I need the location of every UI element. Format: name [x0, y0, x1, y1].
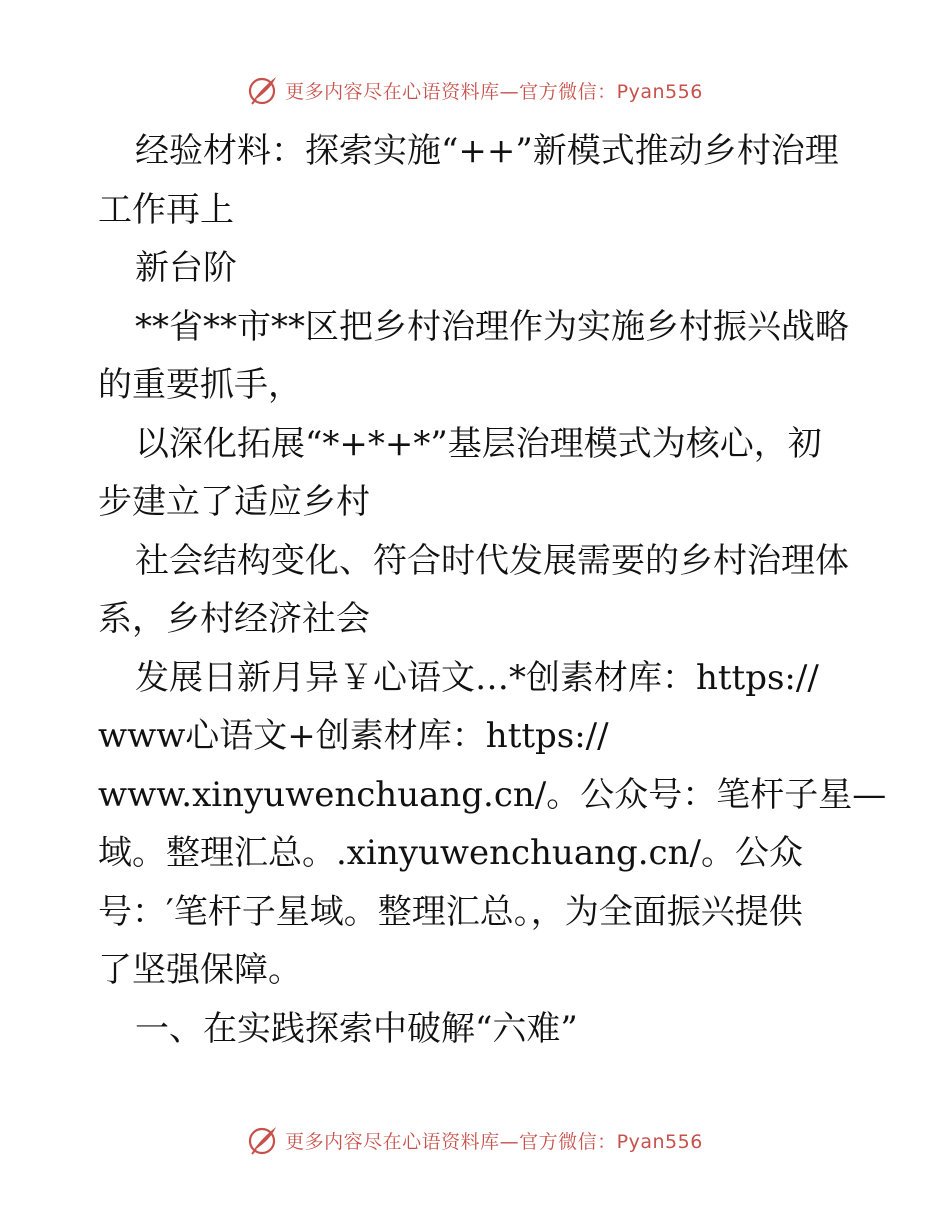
paragraph-line: 号：′笔杆子星域。整理汇总。，为全面振兴提供 [98, 891, 803, 932]
paragraph-line: **省**市**区把乡村治理作为实施乡村振兴战略 [135, 306, 849, 347]
title-line-1: 经验材料：探索实施“++”新模式推动乡村治理 [135, 131, 839, 171]
watermark-group [247, 1124, 703, 1156]
paragraph-line: 步建立了适应乡村 [98, 482, 370, 522]
watermark-text: 更多内容尽在心语资料库—官方微信：Pyan556 [285, 1130, 703, 1153]
feather-pen-logo-icon [247, 1124, 279, 1156]
header-watermark [0, 72, 950, 108]
document-body [98, 122, 887, 1058]
title-line-2: 工作再上 [98, 189, 234, 230]
watermark-group [247, 74, 703, 106]
paragraph-line: 的重要抓手， [98, 365, 302, 405]
paragraph-line: www.xinyuwenchuang.cn/。公众号：笔杆子星— [98, 774, 887, 815]
feather-pen-logo-icon [247, 74, 279, 106]
paragraph-line: 域。整理汇总。.xinyuwenchuang.cn/。公众 [98, 833, 803, 873]
paragraph-line: 以深化拓展“*+*+*”基层治理模式为核心，初 [135, 423, 822, 464]
watermark-text: 更多内容尽在心语资料库—官方微信：Pyan556 [285, 80, 703, 103]
section-heading: 一、在实践探索中破解“六难” [135, 1008, 578, 1049]
title-line-3: 新台阶 [135, 248, 237, 288]
paragraph-line: 发展日新月异￥心语文…*创素材库：https:// [135, 657, 819, 698]
paragraph-line: www心语文+创素材库：https:// [98, 716, 609, 756]
paragraph-line: 了坚强保障。 [98, 950, 302, 990]
paragraph-line: 社会结构变化、符合时代发展需要的乡村治理体 [135, 540, 849, 581]
footer-watermark [0, 1122, 950, 1158]
paragraph-line: 系，乡村经济社会 [98, 599, 370, 639]
